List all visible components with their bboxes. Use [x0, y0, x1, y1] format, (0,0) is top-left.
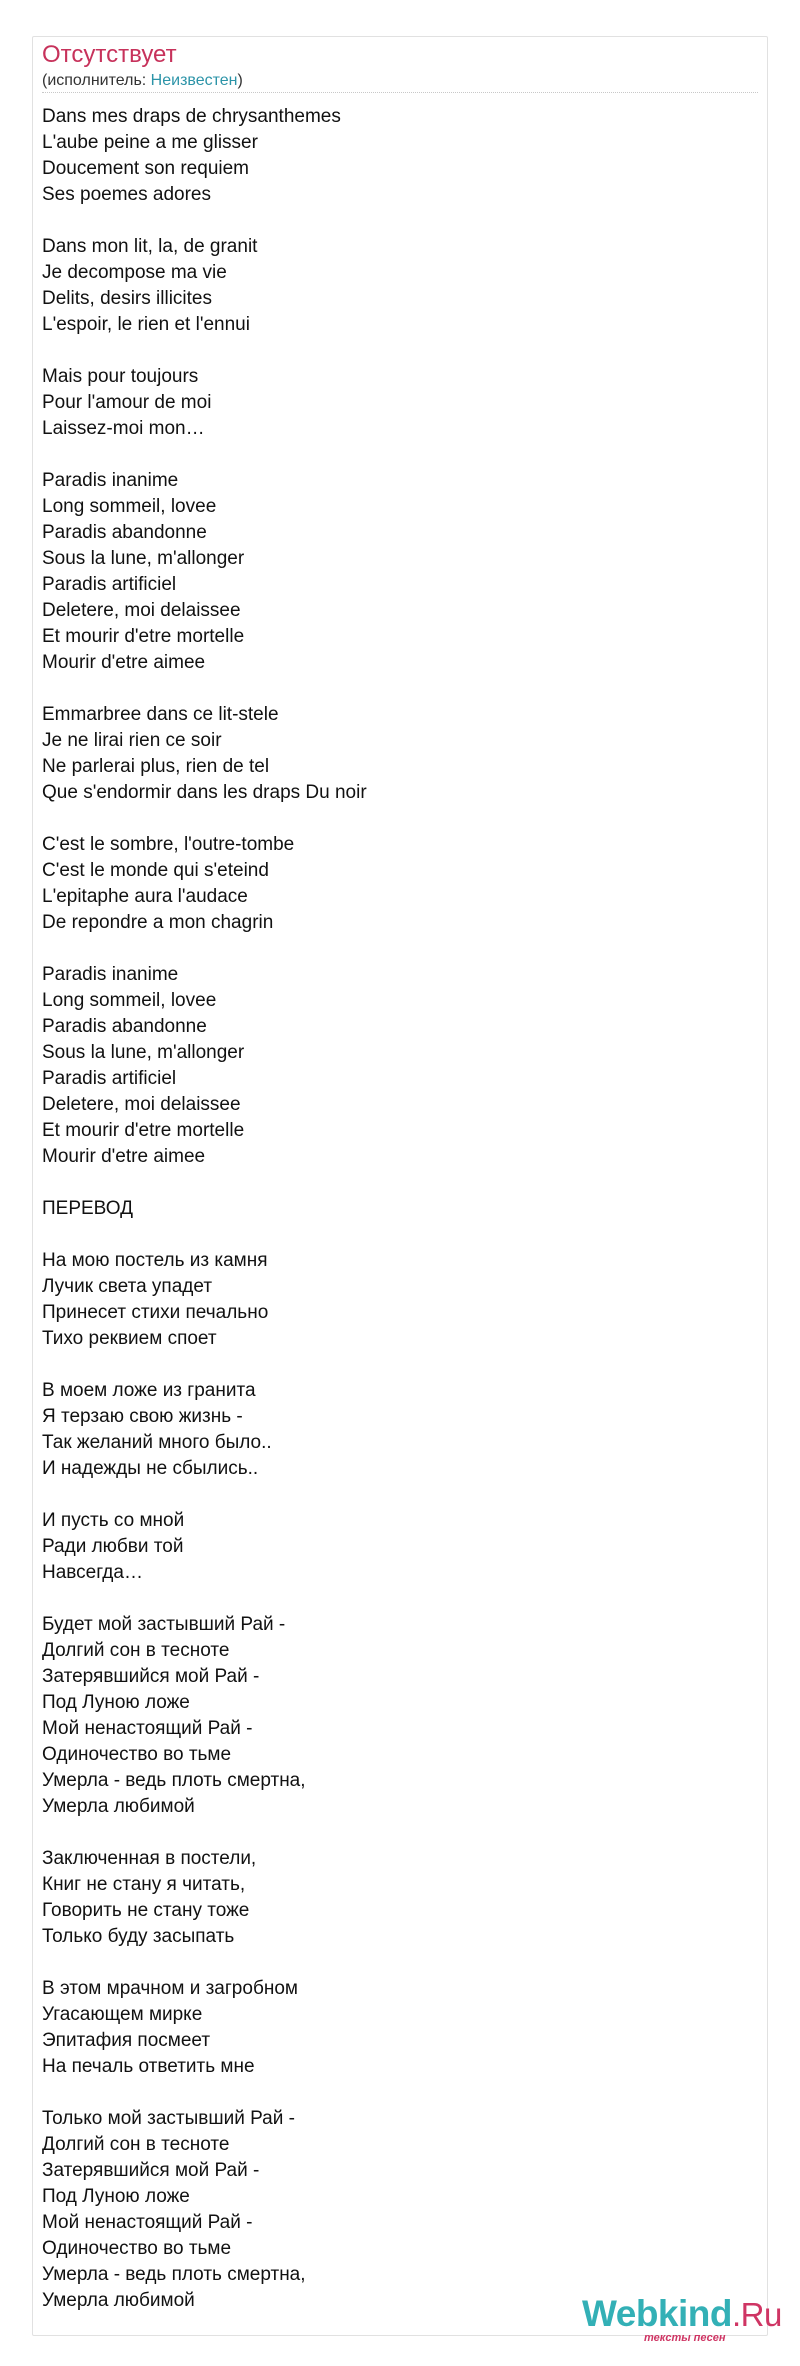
song-header [42, 40, 758, 91]
lyrics-stanza [42, 1248, 742, 1352]
lyric-line: Que s'endormir dans les draps Du noir [42, 782, 367, 803]
lyric-line: В моем ложе из гранита [42, 1380, 256, 1401]
lyric-line: Мой ненастоящий Рай - [42, 2212, 253, 2233]
lyric-line: L'epitaphe aura l'audace [42, 886, 248, 907]
lyric-line: И пусть со мной [42, 1510, 185, 1531]
lyric-line: Pour l'amour de moi [42, 392, 212, 413]
lyric-line: Mais pour toujours [42, 366, 199, 387]
lyric-line: Je decompose ma vie [42, 262, 227, 283]
artist-link[interactable]: Неизвестен [150, 72, 238, 89]
lyric-line: Et mourir d'etre mortelle [42, 626, 245, 647]
lyrics-stanza [42, 702, 742, 806]
lyric-line: Dans mes draps de chrysanthemes [42, 106, 341, 127]
lyric-line: Sous la lune, m'allonger [42, 1042, 245, 1063]
lyric-line: Doucement son requiem [42, 158, 249, 179]
lyric-line: Emmarbree dans ce lit-stele [42, 704, 279, 725]
logo-web-text: Webkind [582, 2293, 732, 2334]
lyric-line: C'est le monde qui s'eteind [42, 860, 269, 881]
lyric-line: Мой ненастоящий Рай - [42, 1718, 253, 1739]
lyrics-body [42, 104, 742, 2340]
lyric-line: Paradis abandonne [42, 522, 207, 543]
lyric-line: ПЕРЕВОД [42, 1198, 133, 1219]
lyrics-stanza [42, 962, 742, 1170]
lyrics-stanza [42, 364, 742, 442]
lyric-line: Delits, desirs illicites [42, 288, 212, 309]
logo-subtitle: тексты песен [644, 2332, 726, 2344]
lyric-line: Ne parlerai plus, rien de tel [42, 756, 270, 777]
lyric-line: Paradis abandonne [42, 1016, 207, 1037]
lyric-line: Только мой застывший Рай - [42, 2108, 295, 2129]
logo-ru-text: .Ru [732, 2296, 782, 2333]
lyric-line: Mourir d'etre aimee [42, 1146, 206, 1167]
lyric-line: Лучик света упадет [42, 1276, 213, 1297]
artist-suffix: ) [237, 72, 243, 89]
lyric-line: Долгий сон в тесноте [42, 2134, 230, 2155]
lyric-line: Laissez-moi mon… [42, 418, 205, 439]
lyric-line: Под Луною ложе [42, 2186, 190, 2207]
lyric-line: Deletere, moi delaissee [42, 600, 241, 621]
lyric-line: Paradis inanime [42, 470, 179, 491]
lyric-line: Навсегда… [42, 1562, 143, 1583]
lyric-line: И надежды не сбылись.. [42, 1458, 259, 1479]
lyric-line: De repondre a mon chagrin [42, 912, 274, 933]
lyric-line: Одиночество во тьме [42, 2238, 232, 2259]
lyrics-stanza [42, 1378, 742, 1482]
lyric-line: Заключенная в постели, [42, 1848, 257, 1869]
lyric-line: Я терзаю свою жизнь - [42, 1406, 243, 1427]
lyric-line: Только буду засыпать [42, 1926, 235, 1947]
header-divider [42, 92, 758, 93]
artist-line [42, 71, 758, 91]
lyrics-stanza [42, 1846, 742, 1950]
lyric-line: Paradis artificiel [42, 1068, 177, 1089]
lyric-line: Будет мой застывший Рай - [42, 1614, 286, 1635]
lyric-line: Mourir d'etre aimee [42, 652, 206, 673]
lyrics-stanza [42, 234, 742, 338]
lyric-line: Затерявшийся мой Рай - [42, 1666, 260, 1687]
webkind-logo[interactable] [582, 2292, 782, 2352]
lyric-line: Умерла - ведь плоть смертна, [42, 2264, 306, 2285]
lyric-line: Тихо реквием споет [42, 1328, 217, 1349]
lyric-line: C'est le sombre, l'outre-tombe [42, 834, 295, 855]
lyric-line: Так желаний много было.. [42, 1432, 272, 1453]
lyric-line: Et mourir d'etre mortelle [42, 1120, 245, 1141]
lyric-line: Угасающем мирке [42, 2004, 203, 2025]
lyrics-stanza [42, 2106, 742, 2314]
lyric-line: Говорить не стану тоже [42, 1900, 250, 1921]
lyric-line: В этом мрачном и загробном [42, 1978, 298, 1999]
lyric-line: Long sommeil, lovee [42, 496, 217, 517]
lyrics-stanza [42, 1196, 742, 1222]
lyric-line: Принесет стихи печально [42, 1302, 269, 1323]
lyric-line: Умерла любимой [42, 2290, 195, 2311]
lyric-line: L'espoir, le rien et l'ennui [42, 314, 250, 335]
lyric-line: Ses poemes adores [42, 184, 211, 205]
lyrics-stanza [42, 468, 742, 676]
lyric-line: Затерявшийся мой Рай - [42, 2160, 260, 2181]
logo-wordmark [582, 2292, 782, 2337]
lyrics-stanza [42, 1612, 742, 1820]
lyric-line: На мою постель из камня [42, 1250, 268, 1271]
lyric-line: Умерла любимой [42, 1796, 195, 1817]
artist-prefix: (исполнитель: [42, 72, 151, 89]
lyric-line: Je ne lirai rien ce soir [42, 730, 222, 751]
lyric-line: Sous la lune, m'allonger [42, 548, 245, 569]
lyric-line: Книг не стану я читать, [42, 1874, 246, 1895]
lyrics-stanza [42, 832, 742, 936]
lyric-line: Dans mon lit, la, de granit [42, 236, 258, 257]
lyrics-stanza [42, 104, 742, 208]
lyric-line: Ради любви той [42, 1536, 184, 1557]
song-title: Отсутствует [42, 41, 177, 68]
lyric-line: Эпитафия посмеет [42, 2030, 211, 2051]
lyric-line: L'aube peine a me glisser [42, 132, 258, 153]
lyrics-stanza [42, 1976, 742, 2080]
lyric-line: Paradis inanime [42, 964, 179, 985]
lyrics-stanza [42, 1508, 742, 1586]
lyric-line: Long sommeil, lovee [42, 990, 217, 1011]
lyric-line: Долгий сон в тесноте [42, 1640, 230, 1661]
lyric-line: Умерла - ведь плоть смертна, [42, 1770, 306, 1791]
lyric-line: Под Луною ложе [42, 1692, 190, 1713]
lyric-line: Paradis artificiel [42, 574, 177, 595]
lyric-line: Deletere, moi delaissee [42, 1094, 241, 1115]
lyric-line: Одиночество во тьме [42, 1744, 232, 1765]
lyric-line: На печаль ответить мне [42, 2056, 255, 2077]
